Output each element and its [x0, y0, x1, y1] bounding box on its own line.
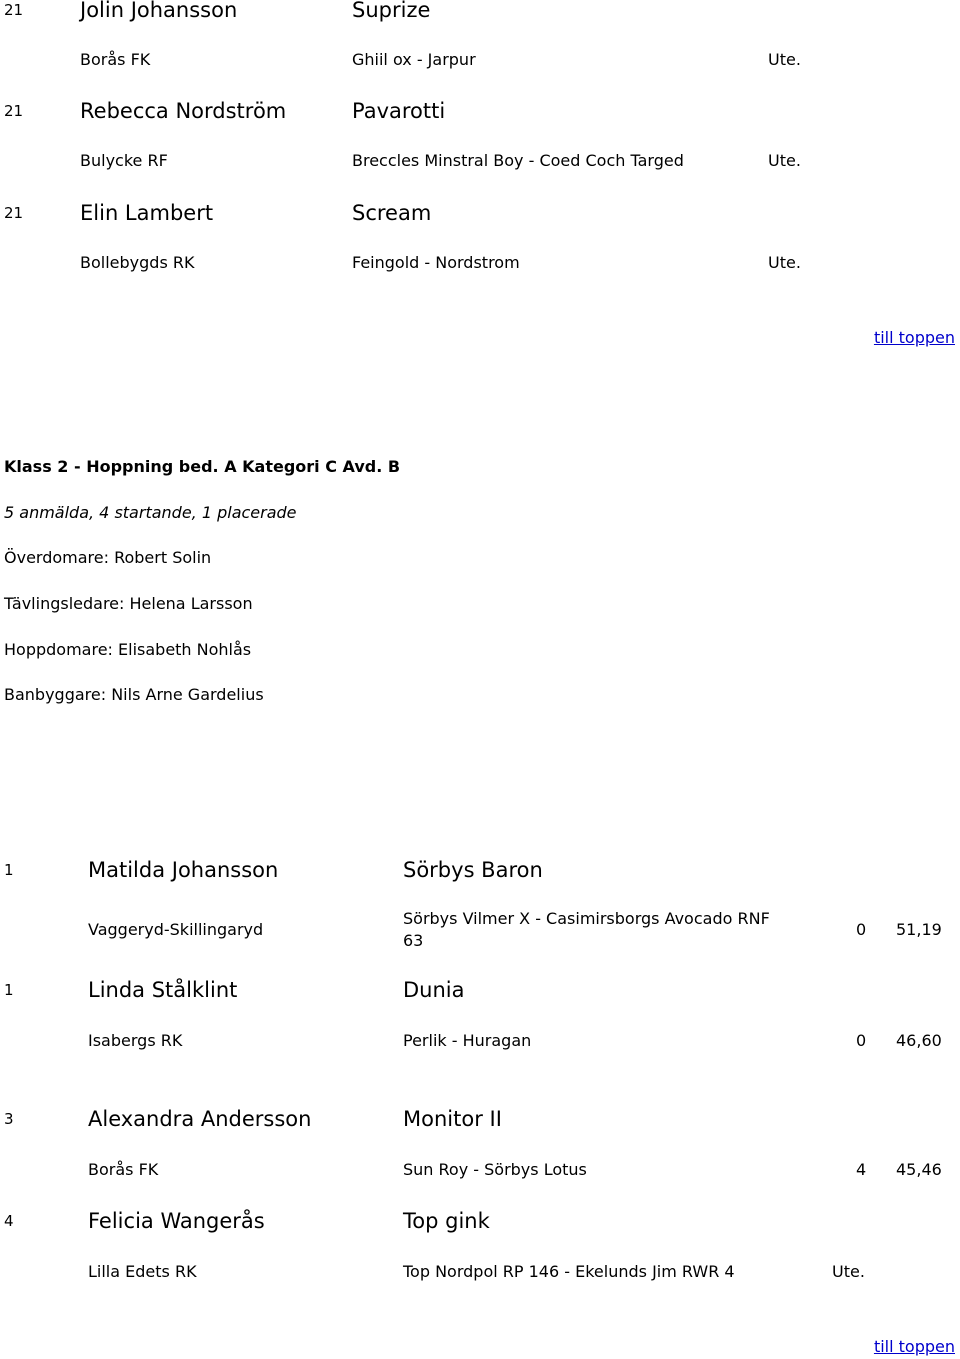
class-summary: 5 anmälda, 4 startande, 1 placerade	[4, 503, 297, 522]
result: Ute.	[832, 1262, 865, 1281]
official: Hoppdomare: Elisabeth Nohlås	[4, 640, 252, 659]
faults: 0	[856, 1031, 867, 1050]
rider-name: Rebecca Nordström	[80, 99, 287, 123]
rank: 1	[4, 861, 14, 879]
pedigree: Sörbys Vilmer X - Casimirsborgs Avocado RNF	[403, 909, 770, 928]
class-title: Klass 2 - Hoppning bed. A Kategori C Avd. B	[4, 457, 401, 476]
rider-name: Alexandra Andersson	[88, 1107, 312, 1131]
rank: 21	[4, 1, 24, 19]
to-top-link[interactable]: till toppen	[873, 1337, 955, 1356]
club: Bulycke RF	[80, 151, 168, 170]
time: 46,60	[896, 1031, 942, 1050]
horse-name: Sörbys Baron	[403, 858, 543, 882]
official: Tävlingsledare: Helena Larsson	[4, 594, 253, 613]
rider-name: Matilda Johansson	[88, 858, 279, 882]
horse-name: Dunia	[403, 978, 465, 1002]
result: Ute.	[768, 253, 801, 272]
pedigree: Perlik - Huragan	[403, 1031, 532, 1050]
rider-name: Jolin Johansson	[80, 0, 238, 22]
rank: 21	[4, 102, 24, 120]
horse-name: Scream	[352, 201, 432, 225]
pedigree: Sun Roy - Sörbys Lotus	[403, 1160, 587, 1179]
club: Lilla Edets RK	[88, 1262, 197, 1281]
result: Ute.	[768, 50, 801, 69]
rider-name: Elin Lambert	[80, 201, 214, 225]
pedigree: Breccles Minstral Boy - Coed Coch Targed	[352, 151, 684, 170]
horse-name: Suprize	[352, 0, 431, 22]
club: Borås FK	[88, 1160, 159, 1179]
time: 45,46	[896, 1160, 942, 1179]
rank: 4	[4, 1212, 14, 1230]
time: 51,19	[896, 920, 942, 939]
rank: 3	[4, 1110, 14, 1128]
pedigree: Ghiil ox - Jarpur	[352, 50, 476, 69]
rank: 21	[4, 204, 24, 222]
to-top-link[interactable]: till toppen	[873, 328, 955, 347]
rider-name: Felicia Wangerås	[88, 1209, 265, 1233]
club: Vaggeryd-Skillingaryd	[88, 920, 264, 939]
rank: 1	[4, 981, 14, 999]
pedigree-cont: 63	[403, 931, 424, 950]
club: Bollebygds RK	[80, 253, 195, 272]
faults: 4	[856, 1160, 867, 1179]
faults: 0	[856, 920, 867, 939]
horse-name: Pavarotti	[352, 99, 446, 123]
club: Isabergs RK	[88, 1031, 183, 1050]
horse-name: Top gink	[403, 1209, 490, 1233]
horse-name: Monitor II	[403, 1107, 502, 1131]
official: Överdomare: Robert Solin	[4, 548, 212, 567]
result: Ute.	[768, 151, 801, 170]
rider-name: Linda Stålklint	[88, 978, 238, 1002]
pedigree: Feingold - Nordstrom	[352, 253, 520, 272]
official: Banbyggare: Nils Arne Gardelius	[4, 685, 264, 704]
pedigree: Top Nordpol RP 146 - Ekelunds Jim RWR 4	[403, 1262, 735, 1281]
club: Borås FK	[80, 50, 151, 69]
